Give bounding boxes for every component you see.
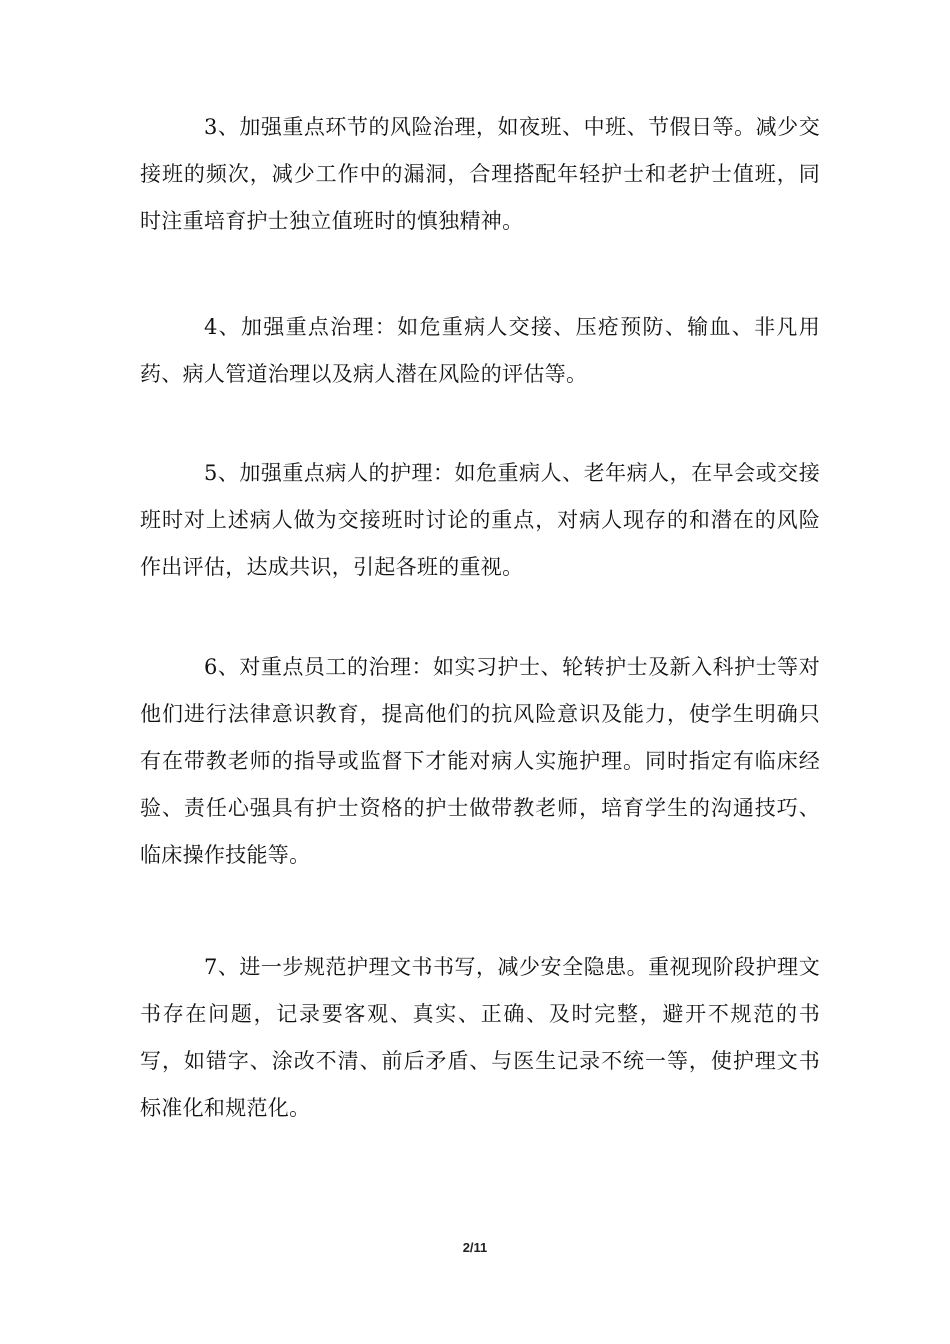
- paragraph-item-4: 4、加强重点治理：如危重病人交接、压疮预防、输血、非凡用药、病人管道治理以及病人潜在风险的评估等。: [140, 315, 820, 386]
- paragraph-item-5: 5、加强重点病人的护理：如危重病人、老年病人，在早会或交接班时对上述病人做为交接班时讨论的重点，对病人现存的和潜在的风险作出评估，达成共识，引起各班的重视。: [140, 461, 820, 579]
- paragraph-item-3: 3、加强重点环节的风险治理，如夜班、中班、节假日等。减少交接班的频次，减少工作中的漏洞，合理搭配年轻护士和老护士值班，同时注重培育护士独立值班时的慎独精神。: [140, 115, 820, 233]
- paragraph-item-7: 7、进一步规范护理文书书写，减少安全隐患。重视现阶段护理文书存在问题，记录要客观、真实、正确、及时完整，避开不规范的书写，如错字、涂改不清、前后矛盾、与医生记录不统一等，使护理文书标准化和规范化。: [140, 955, 820, 1120]
- page-number: 2/11: [462, 1240, 488, 1255]
- paragraph-item-6: 6、对重点员工的治理：如实习护士、轮转护士及新入科护士等对他们进行法律意识教育，提高他们的抗风险意识及能力，使学生明确只有在带教老师的指导或监督下才能对病人实施护理。同时指定有临床经验、责任心强具有护士资格的护士做带教老师，培育学生的沟通技巧、临床操作技能等。: [140, 655, 820, 867]
